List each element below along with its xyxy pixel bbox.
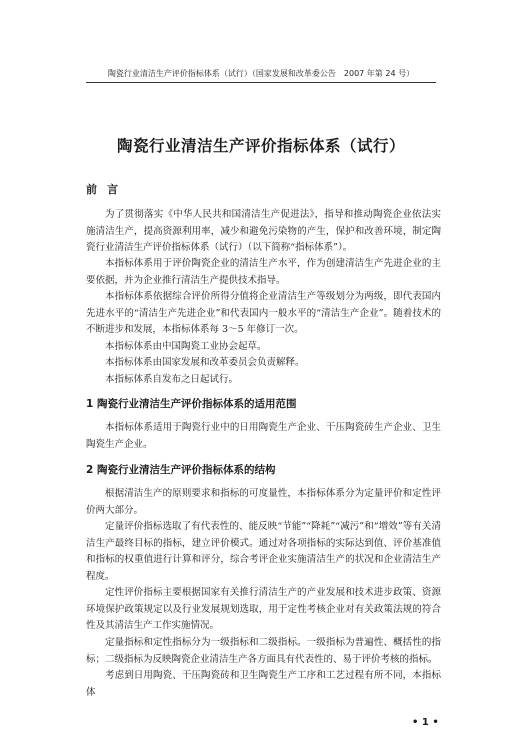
- section-1-heading: 1 陶瓷行业清洁生产评价指标体系的适用范围: [86, 398, 297, 410]
- section-2-paragraph-1: 根据清洁生产的原则要求和指标的可度量性，本指标体系分为定量评价和定性评价两大部分。: [86, 488, 441, 516]
- preface-paragraph-3: 本指标体系依据综合评价所得分值将企业清洁生产等级划分为两级，即代表国内先进水平的“清洁生产先进企业”和代表国内一般水平的“清洁生产企业”。随着技术的不断进步和发展，本指标体系每 3～5 年修订一次。: [86, 291, 441, 335]
- section-2-paragraph-2: 定量评价指标选取了有代表性的、能反映“节能”“降耗”“减污”和“增效”等有关清洁生产最终目标的指标，建立评价模式。通过对各项指标的实际达到值、评价基准值和指标的权重值进行计算和评分，综合考评企业实施清洁生产的状况和企业清洁生产程度。: [86, 521, 441, 582]
- document-title: 陶瓷行业清洁生产评价指标体系（试行）: [116, 137, 405, 155]
- section-1-paragraph-1: 本指标体系适用于陶瓷行业中的日用陶瓷生产企业、干压陶瓷砖生产企业、卫生陶瓷生产企业。: [86, 422, 441, 450]
- page-number: • 1 •: [412, 717, 439, 728]
- section-2-paragraph-5: 考虑到日用陶瓷、干压陶瓷砖和卫生陶瓷生产工序和工艺过程有所不同，本指标体: [86, 670, 441, 698]
- preface-paragraph-5: 本指标体系由国家发展和改革委员会负责解释。: [105, 357, 305, 368]
- preface-paragraph-1: 为了贯彻落实《中华人民共和国清洁生产促进法》，指导和推动陶瓷企业依法实施清洁生产，提高资源利用率，减少和避免污染物的产生，保护和改善环境，制定陶瓷行业清洁生产评价指标体系（试行）（以下简称“指标体系”）。: [86, 209, 441, 253]
- section-2-paragraph-4: 定量指标和定性指标分为一级指标和二级指标。一级指标为普遍性、概括性的指标；二级指标为反映陶瓷企业清洁生产各方面具有代表性的、易于评价考核的指标。: [86, 637, 441, 665]
- preface-paragraph-4: 本指标体系由中国陶瓷工业协会起草。: [105, 341, 267, 352]
- running-header: 陶瓷行业清洁生产评价指标体系（试行）（国家发展和改革委公告 2007 年第 24 号）: [107, 69, 415, 78]
- preface-paragraph-6: 本指标体系自发布之日起试行。: [105, 374, 239, 385]
- preface-heading: 前言: [86, 183, 128, 196]
- section-2-heading: 2 陶瓷行业清洁生产评价指标体系的结构: [86, 464, 276, 476]
- header-rule: [86, 82, 436, 83]
- preface-paragraph-2: 本指标体系用于评价陶瓷企业的清洁生产水平，作为创建清洁生产先进企业的主要依据，并为企业推行清洁生产提供技术指导。: [86, 258, 441, 286]
- section-2-paragraph-3: 定性评价指标主要根据国家有关推行清洁生产的产业发展和技术进步政策、资源环境保护政策规定以及行业发展规划选取，用于定性考核企业对有关政策法规的符合性及其清洁生产工作实施情况。: [86, 587, 441, 631]
